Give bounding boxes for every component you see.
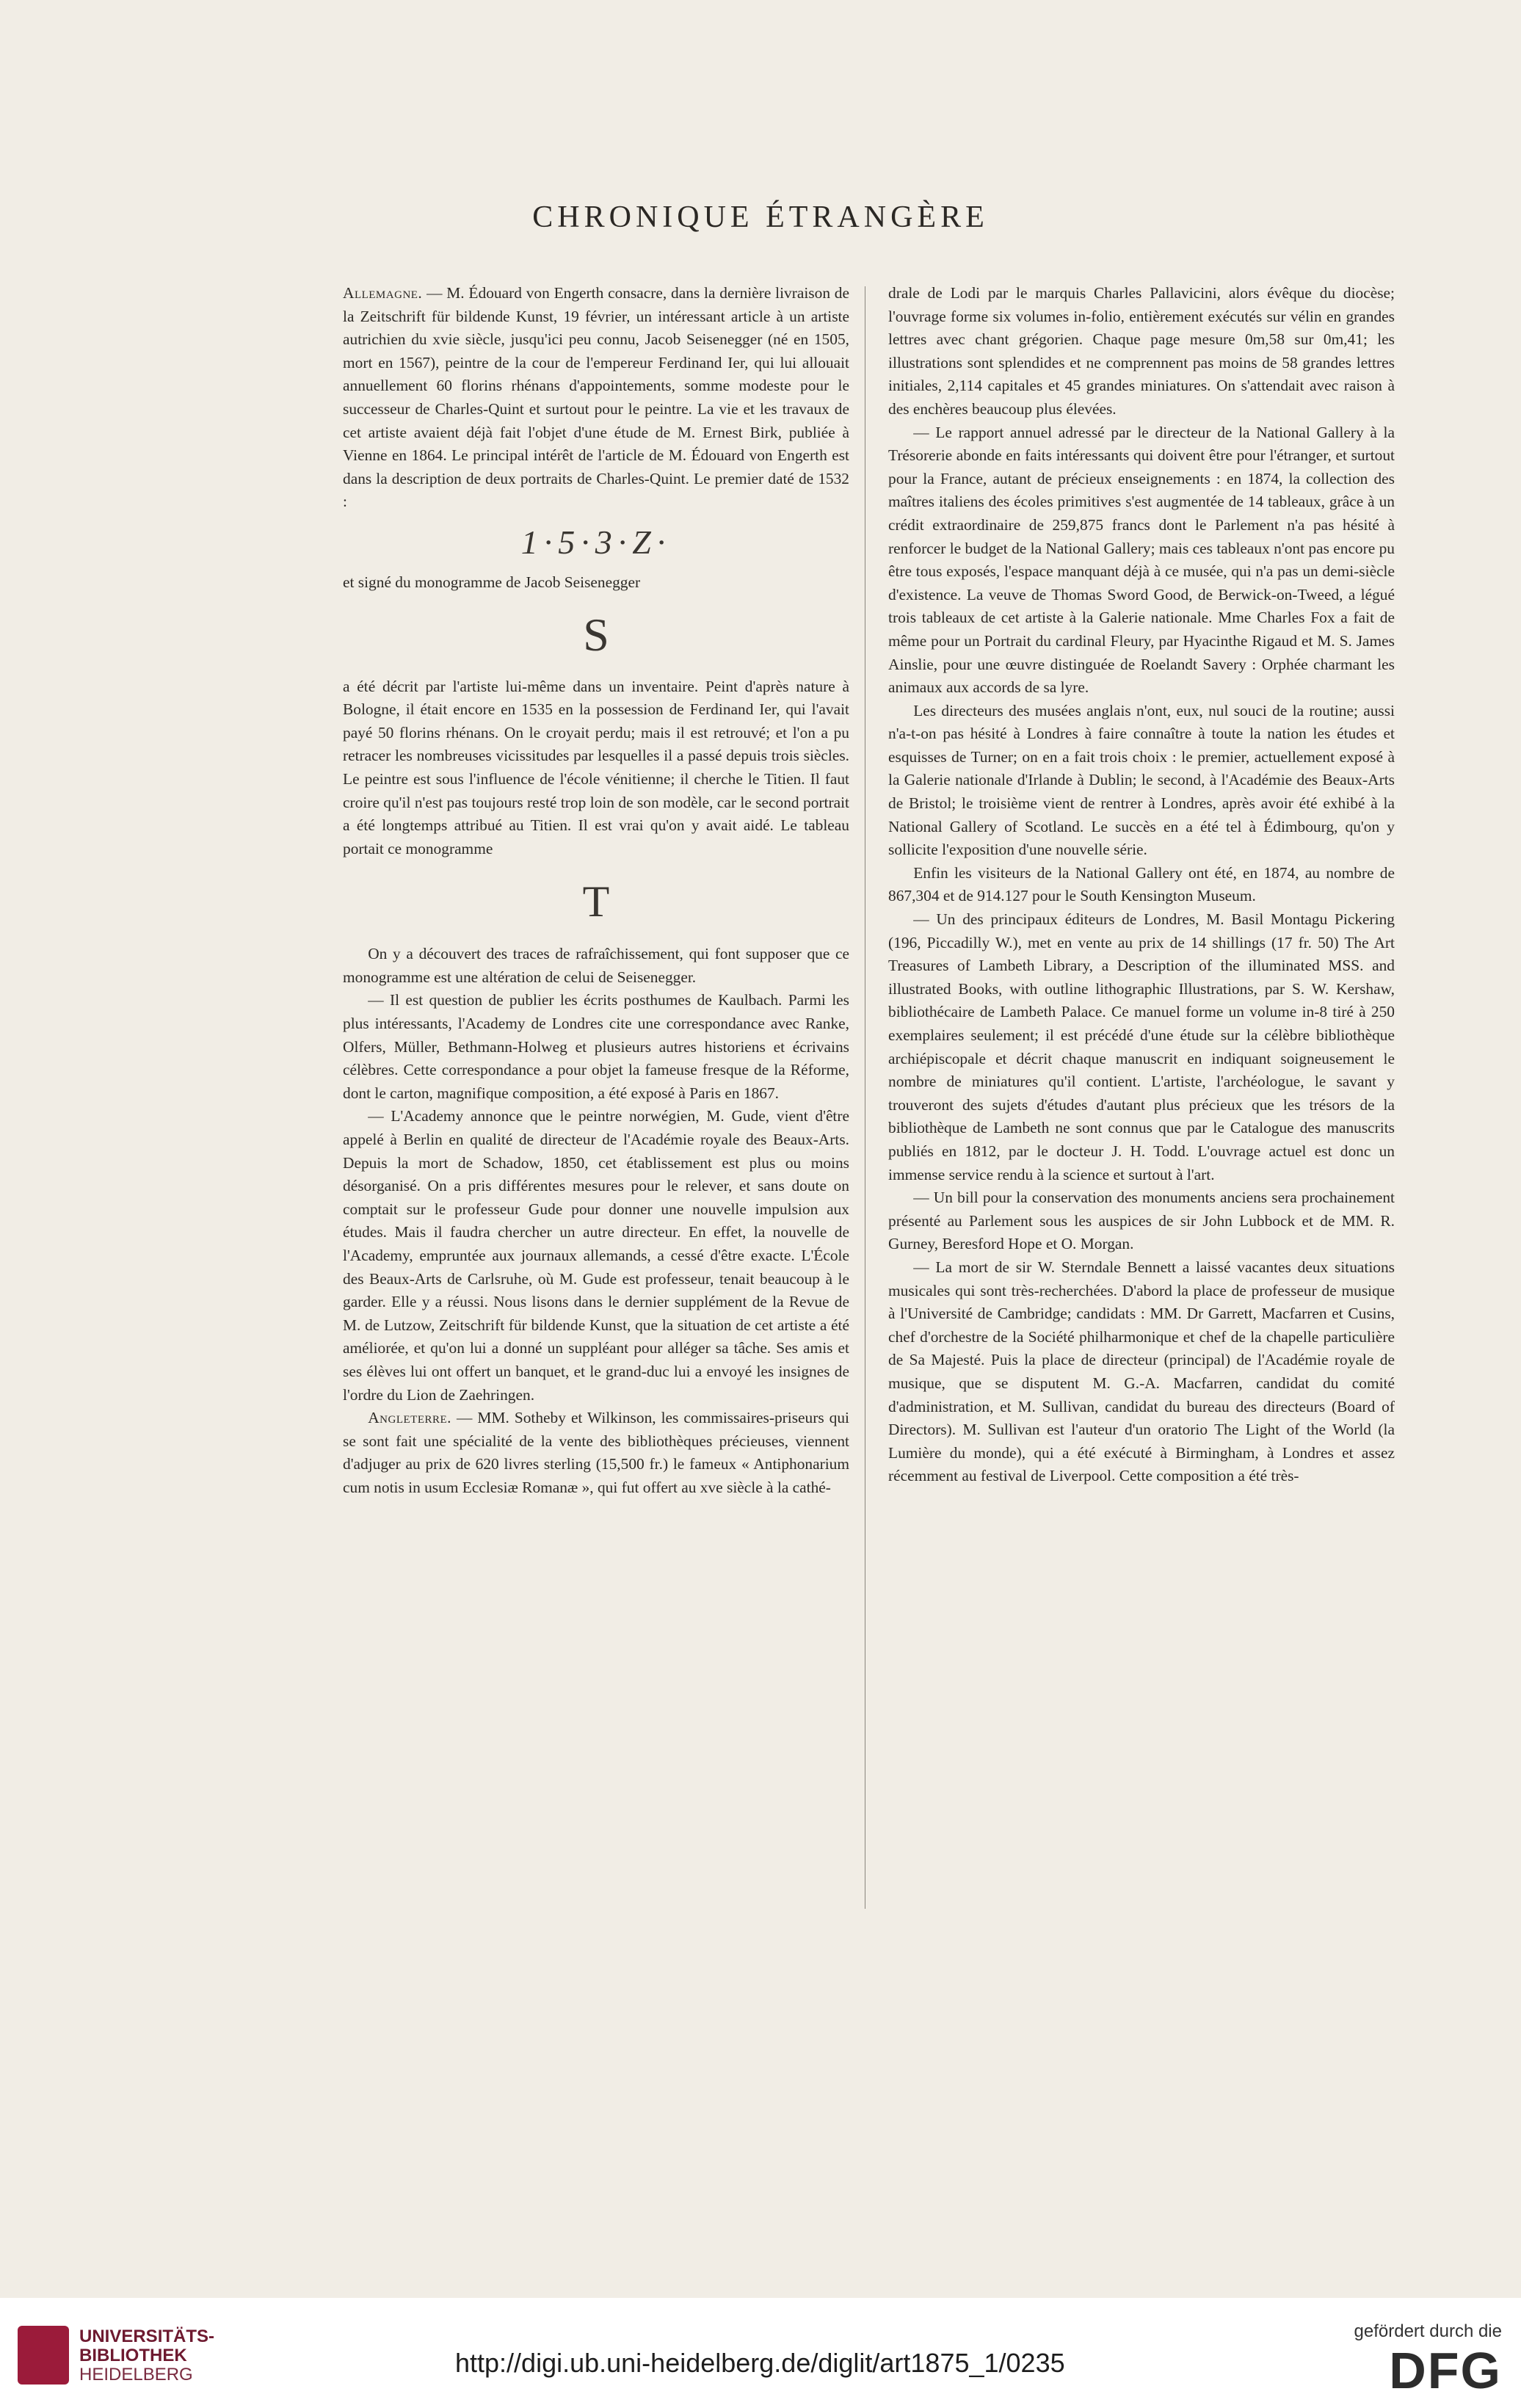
monogram-date-1532: 1·5·3·Z· [520, 523, 672, 561]
right-column [888, 282, 1395, 1488]
paragraph-allemagne [343, 282, 849, 514]
paragraph: Enfin les visiteurs de la National Gallery ont été, en 1874, au nombre de 867,304 et de 914.127 pour le South Kensington Museum. [888, 863, 1395, 905]
paragraph: — La mort de sir W. Sterndale Bennett a laissé vacantes deux situations musicales qui sont très-recherchées. D'abord la place de professeur de musique à l'Université de Cambridge; candidats : MM. Dr Garrett, Macfarren et Cusins, chef d'orchestre de la Société philharmonique et chef de la chapelle particulière de Sa Majesté. Puis la place de directeur (principal) de l'Académie royale de musique, que se disputent M. G.-A. Macfarren, candidat du comité d'administration, et M. Sullivan, candidat du bureau des directeurs (Board of Directors). M. Sullivan est l'auteur d'un oratorio The Light of the World (la Lumière du monde), qui a été exécuté à Birmingham, à Londres et assez récemment au festival de Liverpool. Cette composition a été très- [888, 1258, 1395, 1485]
funding-label: gefördert durch die [1354, 2321, 1502, 2341]
library-name-line: BIBLIOTHEK [79, 2346, 187, 2365]
left-column [343, 282, 849, 1500]
paragraph-angleterre [343, 1407, 849, 1499]
page-title: CHRONIQUE ÉTRANGÈRE [532, 200, 989, 234]
paragraph: Les directeurs des musées anglais n'ont, eux, nul souci de la routine; aussi n'a-t-on pas hésité à Londres à faire connaître à toute la nation les études et esquisses de Turner; on en a fait trois choix : le premier, actuellement exposé à la Galerie nationale d'Irlande à Dublin; le second, à l'Académie des Beaux-Arts de Bristol; le troisième vient de rentrer à Londres, après avoir été exhibé à la National Gallery of Scotland. Le succès en a été tel à Édimbourg, qu'on y sollicite l'exposition d'une nouvelle série. [888, 701, 1395, 859]
paragraph: — Un des principaux éditeurs de Londres, M. Basil Montagu Pickering (196, Piccadilly W.), met en vente au prix de 14 shillings (17 fr. 50) The Art Treasures of Lambeth Library, a Description of the illuminated MSS. and illustrated Books, with outline lithographic Illustrations, par S. W. Kershaw, bibliothécaire de Lambeth Palace. Ce manuel forme un volume in-8 tiré à 250 exemplaires seulement; il est précédé d'une étude sur la célèbre bibliothèque archiépiscopale et décrit chaque manuscrit en indiquant soigneusement le nombre de miniatures qu'il contient. L'artiste, l'archéologue, le savant y trouveront des sujets d'études d'autant plus précieux que les trésors de la bibliothèque de Lambeth ne sont connus que par le Catalogue des manuscrits publiés en 1812, par le docteur J. H. Todd. L'ouvrage actuel est donc un immense service rendu à la science et surtout à l'art. [888, 910, 1395, 1183]
paragraph: — Un bill pour la conservation des monuments anciens sera prochainement présenté au Parlement sous les auspices de sir John Lubbock et de MM. R. Gurney, Beresford Hope et O. Morgan. [888, 1189, 1395, 1253]
paragraph: — Il est question de publier les écrits posthumes de Kaulbach. Parmi les plus intéressants, l'Academy de Londres cite une correspondance avec Ranke, Olfers, Müller, Bethmann-Holweg et plusieurs autres historiens et écrivains célèbres. Cette correspondance a pour objet la fameuse fresque de la Réforme, dont le carton, magnifique composition, a été exposé à Paris en 1867. [343, 991, 849, 1102]
paragraph: — L'Academy annonce que le peintre norwégien, M. Gude, vient d'être appelé à Berlin en qualité de directeur de l'Académie royale des Beaux-Arts. Depuis la mort de Schadow, 1850, cet établissement est plus ou moins désorganisé. On a pris différentes mesures pour le relever, et sans doute on comptait sur le professeur Gude pour donner une nouvelle impulsion aux études. Mais il faudra chercher un autre directeur. En effet, la nouvelle de l'Academy, empruntée aux journaux allemands, a cessé d'être exacte. L'École des Beaux-Arts de Carlsruhe, où M. Gude est professeur, tenait beaucoup à le garder. Elle y a réussi. Nous lisons dans le dernier supplément de la Revue de M. de Lutzow, Zeitschrift für bildende Kunst, que la situation de cet artiste a été améliorée, et qu'on lui a donné un suppléant pour alléger sa tâche. Ses amis et ses élèves lui ont offert un banquet, et le grand-duc lui a envoyé les insignes de l'ordre du Lion de Zaehringen. [343, 1107, 849, 1404]
paragraph: et signé du monogramme de Jacob Seisenegger [343, 573, 641, 591]
paragraph: a été décrit par l'artiste lui-même dans un inventaire. Peint d'après nature à Bologne, il était encore en 1535 en la possession de Ferdinand Ier, qui l'avait payé 50 florins rhénans. On le croyait perdu; mais il est retrouvé; et l'on a pu retracer les nombreuses vicissitudes par lesquelles il a passé depuis trois siècles. Le peintre est sous l'influence de l'école vénitienne; il cherche le Titien. Il faut croire qu'il n'est pas toujours resté trop loin de son modèle, car le second portrait a été longtemps attribué au Titien. Il est vrai qu'on y avait aidé. Le tableau portait ce monogramme [343, 677, 849, 857]
monogram-seisenegger: S [583, 608, 609, 661]
university-library-logo-icon [18, 2326, 69, 2385]
dfg-logo: DFG [1389, 2342, 1502, 2399]
paragraph: — Le rapport annuel adressé par le directeur de la National Gallery à la Trésorerie abonde en faits intéressants qui doivent être pour l'étranger, et surtout pour la France, autant de précieux enseignements : en 1874, la collection des maîtres italiens des écoles primitives s'est augmentée de 14 tableaux, grâce à un crédit extraordinaire de 259,875 francs dont le Parlement n'a pas hésité à renforcer le budget de la National Gallery; mais ces tableaux n'ont pas encore pu être tous exposés, l'espace manquant déjà à ce musée, qui n'a pas un demi-siècle d'existence. La veuve de Thomas Sword Good, de Berwick-on-Tweed, a légué trois tableaux de cet artiste à la Galerie nationale. Mme Charles Fox a fait de même pour un Portrait du cardinal Fleury, par Hyacinthe Rigaud et M. S. James Ainslie, pour une œuvre distinguée de Roelandt Savery : Orphée charmant les animaux aux accords de sa lyre. [888, 423, 1395, 697]
paragraph: drale de Lodi par le marquis Charles Pallavicini, alors évêque du diocèse; l'ouvrage forme six volumes in-folio, entièrement exécutés sur vélin en grandes lettres avec chant grégorien. Chaque page mesure 0m,58 sur 0m,41; les illustrations sont splendides et ne comprennent pas moins de 58 grandes lettres initiales, 2,114 capitales et 45 grandes miniatures. On s'attendait avec raison à des enchères beaucoup plus élevées. [888, 284, 1395, 418]
section-lead-angleterre: Angleterre. [368, 1409, 452, 1427]
section-lead-allemagne: Allemagne. [343, 284, 423, 302]
library-name-line: HEIDELBERG [79, 2365, 193, 2385]
library-name-line: UNIVERSITÄTS- [79, 2327, 215, 2346]
paragraph-text: — MM. Sotheby et Wilkinson, les commissaires-priseurs qui se sont fait une spécialité de la vente des bibliothèques précieuses, viennent d'adjuger au prix de 620 livres sterling (15,500 fr.) le fameux « Antiphonarium cum notis in usum Ecclesiæ Romanæ », qui fut offert au xve siècle à la cathé- [343, 1409, 849, 1496]
digitization-footer [0, 2298, 1521, 2408]
paragraph-text: — M. Édouard von Engerth consacre, dans la dernière livraison de la Zeitschrift für bildende Kunst, 19 février, un intéressant article à un artiste autrichien du xvie siècle, jusqu'ici peu connu, Jacob Seisenegger (né en 1505, mort en 1567), peintre de la cour de l'empereur Ferdinand Ier, qui lui allouait annuellement 60 florins rhénans d'appointements, somme modeste pour le successeur de Charles-Quint et surtout pour le peintre. La vie et les travaux de cet artiste avaient déjà fait l'objet d'une étude de M. Ernest Birk, publiée à Vienne en 1864. Le principal intérêt de l'article de M. Édouard von Engerth est dans la description de deux portraits de Charles-Quint. Le premier daté de 1532 : [343, 284, 849, 511]
permalink-url[interactable]: http://digi.ub.uni-heidelberg.de/diglit/art1875_1/0235 [455, 2348, 1065, 2378]
paragraph: On y a découvert des traces de rafraîchissement, qui font supposer que ce monogramme est une altération de celui de Seisenegger. [343, 945, 849, 986]
library-name [79, 2327, 214, 2385]
monogram-titian: T [582, 877, 610, 926]
